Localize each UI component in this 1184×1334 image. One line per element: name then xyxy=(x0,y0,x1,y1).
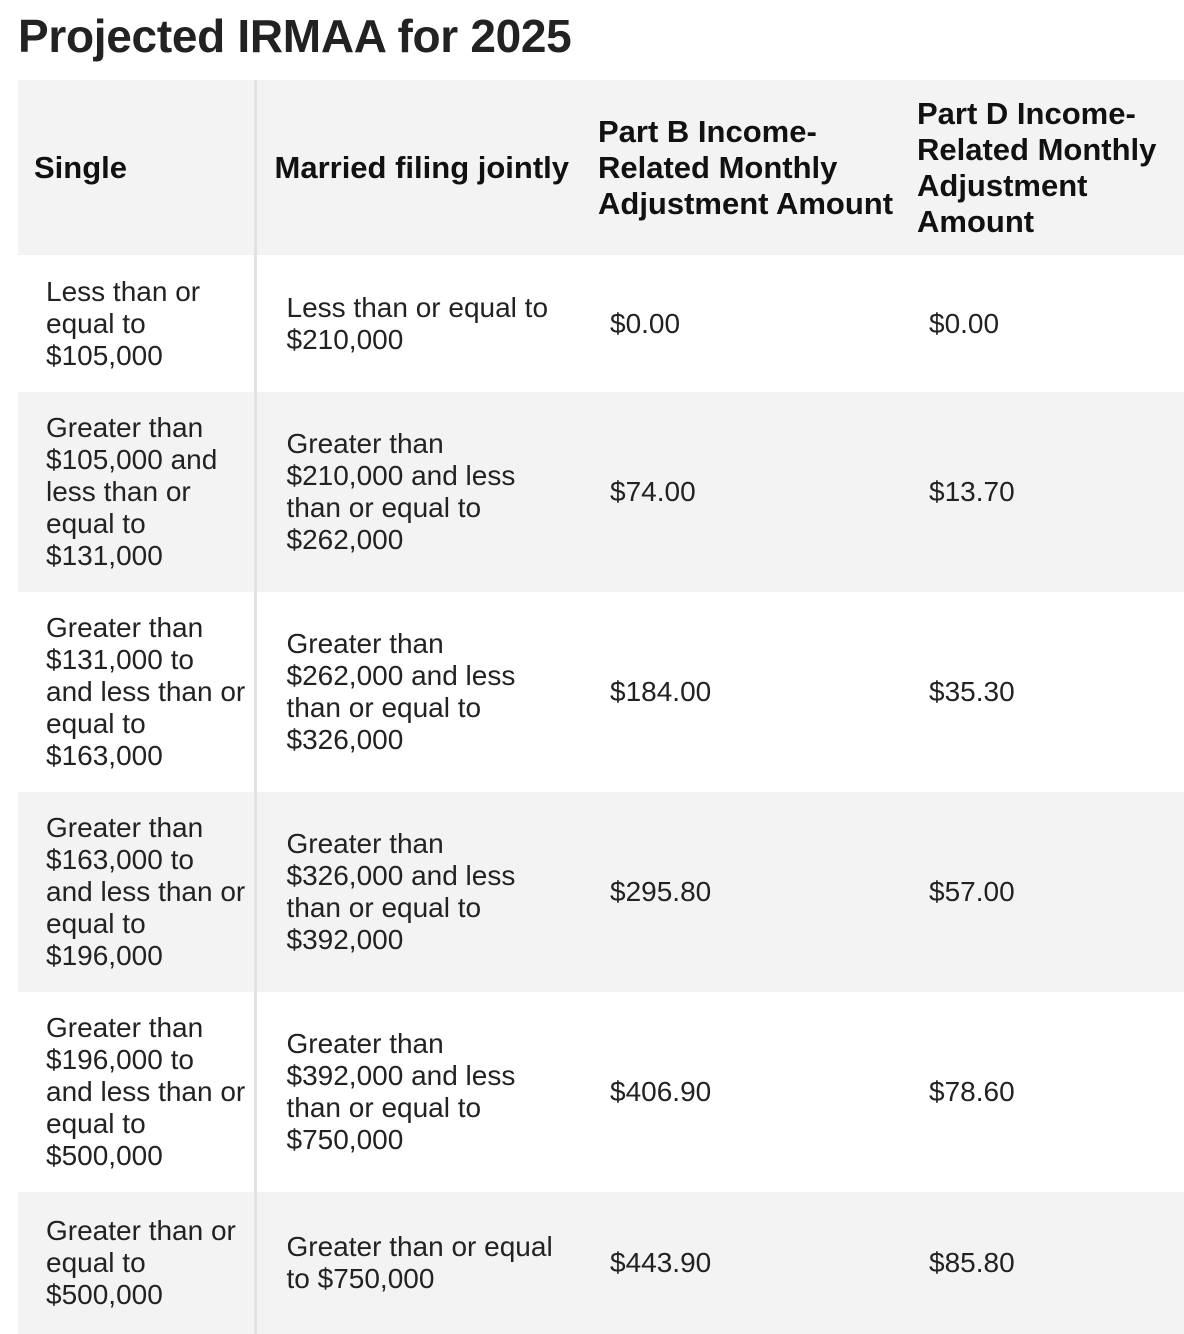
cell-part-b: $443.90 xyxy=(610,1247,712,1278)
cell-part-d: $85.80 xyxy=(929,1247,1015,1278)
cell-part-b: $74.00 xyxy=(610,476,696,507)
cell-part-d: $35.30 xyxy=(929,676,1015,707)
table-row xyxy=(18,1192,1184,1334)
table-row xyxy=(18,592,1184,792)
cell-part-d: $78.60 xyxy=(929,1076,1015,1107)
cell-part-b: $406.90 xyxy=(610,1076,712,1107)
cell-single: Greater than $163,000 to and less than or equal to $196,000 xyxy=(46,812,246,971)
header-row xyxy=(18,80,1184,255)
cell-married: Less than or equal to $210,000 xyxy=(255,255,578,392)
header-single: Single xyxy=(34,149,128,185)
cell-married: Greater than $210,000 and less than or equal to $262,000 xyxy=(255,392,578,592)
cell-single: Greater than or equal to $500,000 xyxy=(46,1215,236,1310)
cell-part-b: $295.80 xyxy=(610,876,712,907)
table-row xyxy=(18,792,1184,992)
cell-part-b: $184.00 xyxy=(610,676,712,707)
cell-single: Greater than $131,000 to and less than or equal to $163,000 xyxy=(46,612,246,771)
header-married-filing-jointly: Married filing jointly xyxy=(255,80,578,255)
cell-married: Greater than $262,000 and less than or equal to $326,000 xyxy=(255,592,578,792)
cell-part-b: $0.00 xyxy=(610,307,681,339)
cell-part-d: $13.70 xyxy=(929,476,1015,507)
cell-married: Greater than $392,000 and less than or equal to $750,000 xyxy=(255,992,578,1192)
cell-married: Greater than or equal to $750,000 xyxy=(255,1192,578,1334)
table-row xyxy=(18,392,1184,592)
table-row xyxy=(18,992,1184,1192)
table-body xyxy=(18,255,1184,1334)
cell-single: Greater than $105,000 and less than or equal to $131,000 xyxy=(46,412,218,571)
cell-part-d: $57.00 xyxy=(929,876,1015,907)
header-part-b-amount: Part B Income-Related Monthly Adjustment Amount xyxy=(598,113,894,221)
page-title: Projected IRMAA for 2025 xyxy=(18,10,572,62)
table-header xyxy=(18,80,1184,255)
irmaa-table xyxy=(18,80,1184,1334)
cell-part-d: $0.00 xyxy=(929,307,1000,339)
cell-single: Less than or equal to $105,000 xyxy=(46,275,201,371)
header-part-d-amount: Part D Income-Related Monthly Adjustment Amount xyxy=(917,95,1157,239)
table-row xyxy=(18,255,1184,392)
cell-single: Greater than $196,000 to and less than or equal to $500,000 xyxy=(46,1012,246,1171)
cell-married: Greater than $326,000 and less than or equal to $392,000 xyxy=(255,792,578,992)
